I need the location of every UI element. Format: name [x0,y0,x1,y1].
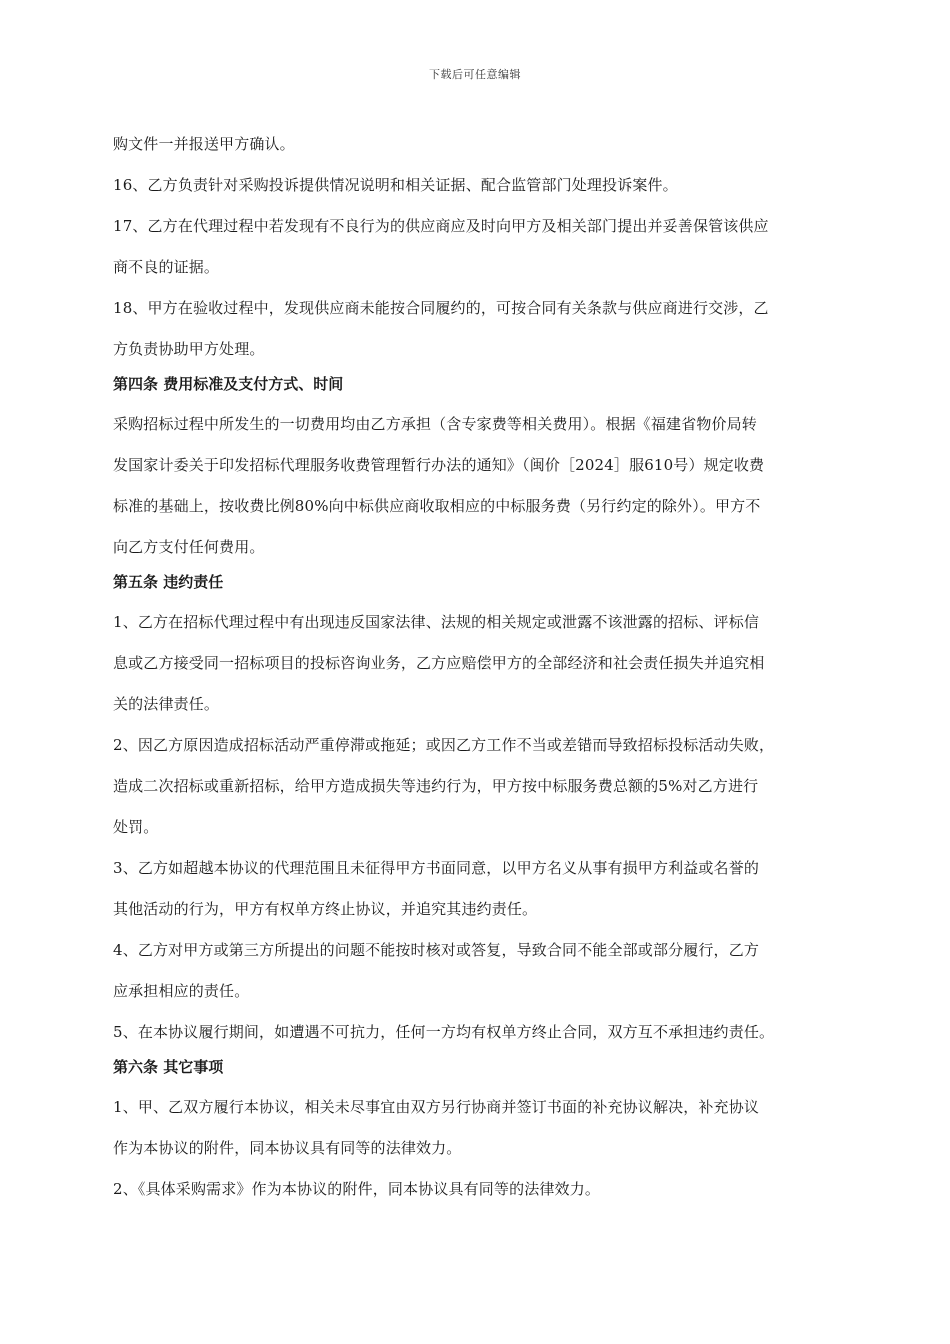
paragraph [113,404,848,568]
paragraph-line: 购文件一并报送甲方确认。 [113,135,295,153]
section-heading: 第五条 违约责任 [113,573,224,591]
paragraph [113,725,848,848]
paragraph [113,124,848,165]
paragraph-line: 5、在本协议履行期间，如遭遇不可抗力，任何一方均有权单方终止合同，双方互不承担违约责任。 [113,1023,775,1041]
paragraph-line: 2、《具体采购需求》作为本协议的附件，同本协议具有同等的法律效力。 [113,1180,600,1198]
paragraph [113,848,848,930]
paragraph-line: 1、乙方在招标代理过程中有出现违反国家法律、法规的相关规定或泄露不该泄露的招标、评标信 [113,613,759,631]
section-heading: 第四条 费用标准及支付方式、时间 [113,375,344,393]
paragraph-line: 2、因乙方原因造成招标活动严重停滞或拖延；或因乙方工作不当或差错而导致招标投标活动失败， [113,736,775,754]
paragraph-line: 标准的基础上，按收费比例80%向中标供应商收取相应的中标服务费（另行约定的除外）。甲方不 [113,497,761,515]
paragraph [113,288,848,370]
paragraph-line: 应承担相应的责任。 [113,982,250,1000]
paragraph-line: 处罚。 [113,818,159,836]
paragraph-line: 4、乙方对甲方或第三方所提出的问题不能按时核对或答复，导致合同不能全部或部分履行，乙方 [113,941,759,959]
paragraph-line: 采购招标过程中所发生的一切费用均由乙方承担（含专家费等相关费用）。根据《福建省物价局转 [113,415,757,433]
paragraph [113,602,848,725]
paragraph [113,1087,848,1169]
paragraph [113,1012,848,1053]
paragraph-line: 关的法律责任。 [113,695,220,713]
document-body [113,124,848,1210]
paragraph-line: 造成二次招标或重新招标，给甲方造成损失等违约行为，甲方按中标服务费总额的5%对乙方进行 [113,777,759,795]
paragraph-line: 息或乙方接受同一招标项目的投标咨询业务，乙方应赔偿甲方的全部经济和社会责任损失并追究相 [113,654,765,672]
page-header-note: 下载后可任意编辑 [429,68,521,81]
paragraph-line: 1、甲、乙双方履行本协议，相关未尽事宜由双方另行协商并签订书面的补充协议解决，补充协议 [113,1098,759,1116]
paragraph-line: 发国家计委关于印发招标代理服务收费管理暂行办法的通知》（闽价［2024］服610号）规定收费 [113,456,765,474]
paragraph-line: 向乙方支付任何费用。 [113,538,265,556]
paragraph-line: 17、乙方在代理过程中若发现有不良行为的供应商应及时向甲方及相关部门提出并妥善保管该供应 [113,217,769,235]
paragraph [113,206,848,288]
paragraph-line: 商不良的证据。 [113,258,220,276]
paragraph-line: 16、乙方负责针对采购投诉提供情况说明和相关证据、配合监管部门处理投诉案件。 [113,176,678,194]
paragraph [113,165,848,206]
paragraph-line: 方负责协助甲方处理。 [113,340,265,358]
paragraph-line: 作为本协议的附件，同本协议具有同等的法律效力。 [113,1139,462,1157]
paragraph [113,1169,848,1210]
section-heading: 第六条 其它事项 [113,1058,224,1076]
paragraph-line: 其他活动的行为，甲方有权单方终止协议，并追究其违约责任。 [113,900,538,918]
paragraph-line: 18、甲方在验收过程中，发现供应商未能按合同履约的，可按合同有关条款与供应商进行交涉，乙 [113,299,769,317]
paragraph-line: 3、乙方如超越本协议的代理范围且未征得甲方书面同意，以甲方名义从事有损甲方利益或名誉的 [113,859,759,877]
paragraph [113,930,848,1012]
